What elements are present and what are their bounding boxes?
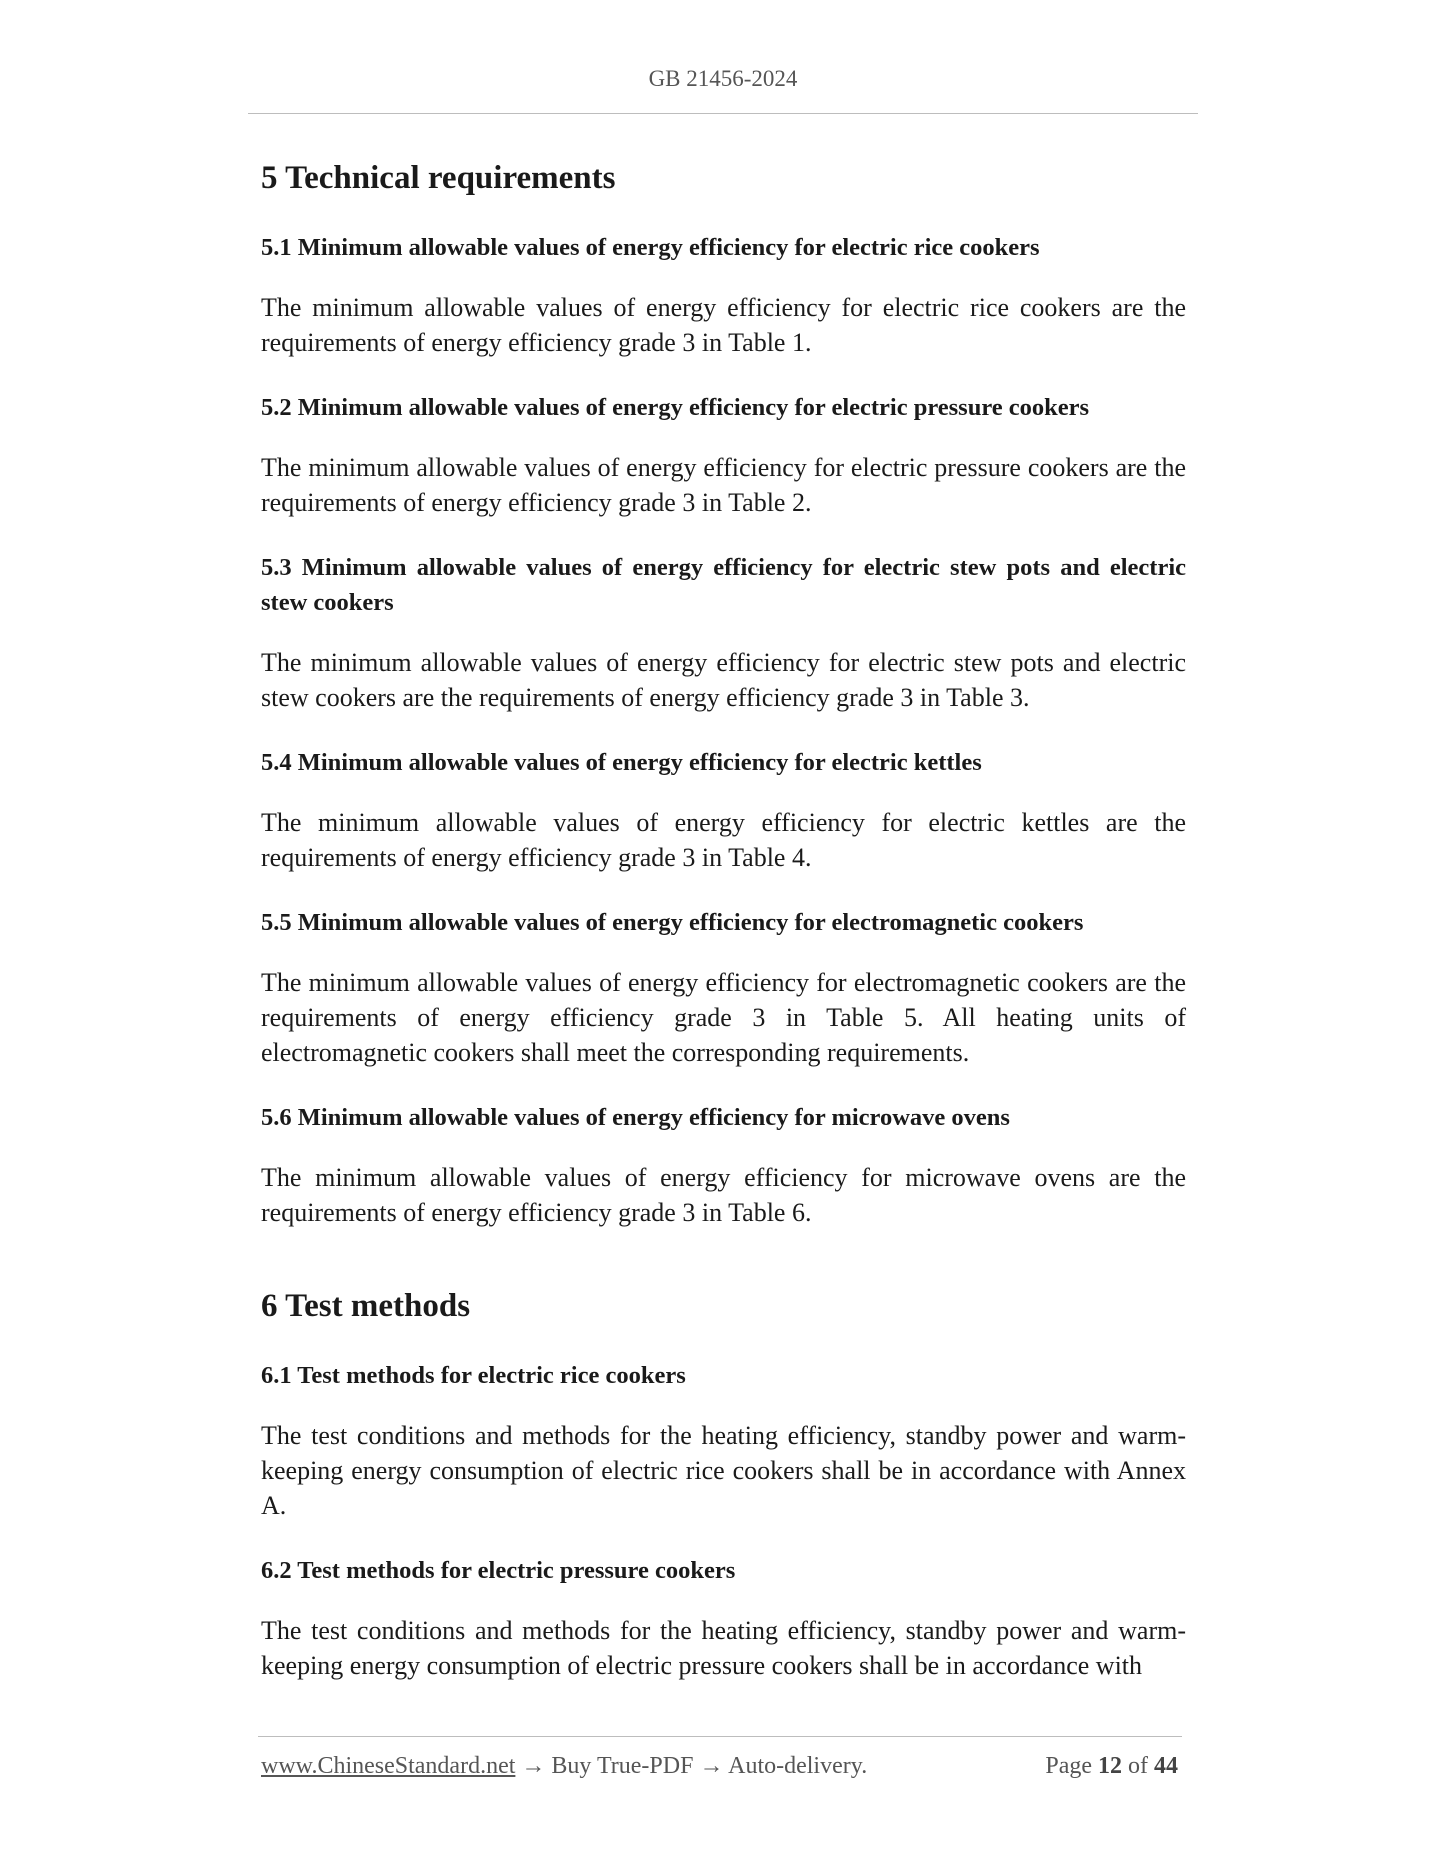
current-page: 12 <box>1098 1753 1122 1779</box>
footer-promo-text: → Buy True-PDF → Auto-delivery. <box>515 1753 868 1779</box>
clause-5-2-text: The minimum allowable values of energy efficiency for electric pressure cookers are the requirements of energy efficiency grade 3 in Table 2. <box>261 453 1186 517</box>
clause-5-4-text: The minimum allowable values of energy efficiency for electric kettles are the requirements of energy efficiency grade 3 in Table 4. <box>261 808 1186 872</box>
footer-promo <box>261 1753 867 1780</box>
total-pages: 44 <box>1154 1753 1178 1779</box>
clause-6-1-text: The test conditions and methods for the heating efficiency, standby power and warm-keeping energy consumption of electric rice cookers shall be in accordance with Annex A. <box>261 1421 1186 1520</box>
section-6-title: 6 Test methods <box>261 1288 471 1324</box>
clause-5-5-heading: 5.5 Minimum allowable values of energy efficiency for electromagnetic cookers <box>261 909 1084 936</box>
footer-divider <box>258 1736 1182 1737</box>
page-prefix: Page <box>1045 1753 1092 1779</box>
document-code: GB 21456-2024 <box>648 66 798 91</box>
document-body <box>261 156 1186 1683</box>
clause-6-2-heading: 6.2 Test methods for electric pressure cookers <box>261 1557 736 1584</box>
clause-5-2-heading: 5.2 Minimum allowable values of energy efficiency for electric pressure cookers <box>261 394 1090 421</box>
section-5-title: 5 Technical requirements <box>261 160 616 196</box>
clause-6-1-heading: 6.1 Test methods for electric rice cookers <box>261 1362 686 1389</box>
page-of: of <box>1128 1753 1148 1779</box>
page-header <box>248 0 1198 114</box>
clause-6-2-text: The test conditions and methods for the heating efficiency, standby power and warm-keeping energy consumption of electric pressure cookers shall be in accordance with <box>261 1616 1186 1680</box>
page-number <box>1045 1753 1178 1780</box>
clause-5-6-heading: 5.6 Minimum allowable values of energy efficiency for microwave ovens <box>261 1104 1010 1131</box>
clause-5-5-text: The minimum allowable values of energy efficiency for electromagnetic cookers are the requirements of energy efficiency grade 3 in Table 5. All heating units of electromagnetic cookers shall meet the corresponding requirements. <box>261 968 1186 1067</box>
website-link[interactable]: www.ChineseStandard.net <box>261 1753 516 1779</box>
clause-5-1-heading: 5.1 Minimum allowable values of energy efficiency for electric rice cookers <box>261 234 1040 261</box>
clause-5-6-text: The minimum allowable values of energy efficiency for microwave ovens are the requirements of energy efficiency grade 3 in Table 6. <box>261 1163 1186 1227</box>
clause-5-1-text: The minimum allowable values of energy efficiency for electric rice cookers are the requirements of energy efficiency grade 3 in Table 1. <box>261 293 1186 357</box>
clause-5-4-heading: 5.4 Minimum allowable values of energy efficiency for electric kettles <box>261 749 982 776</box>
clause-5-3-heading: 5.3 Minimum allowable values of energy efficiency for electric stew pots and electric stew cookers <box>261 554 1186 616</box>
clause-5-3-text: The minimum allowable values of energy efficiency for electric stew pots and electric stew cookers are the requirements of energy efficiency grade 3 in Table 3. <box>261 648 1186 712</box>
